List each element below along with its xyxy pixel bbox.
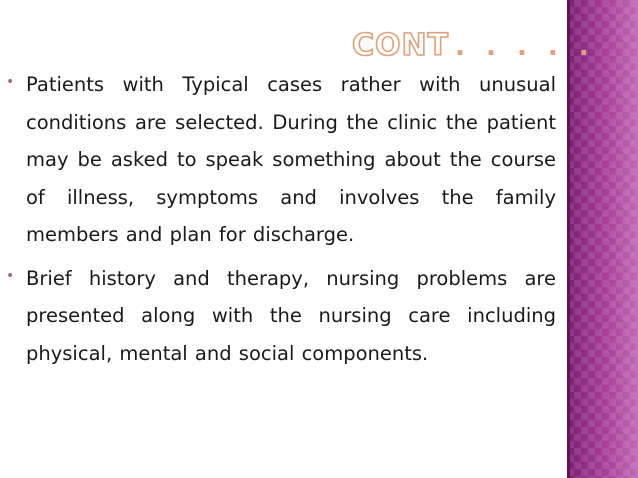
slide-title-text: CONT xyxy=(352,28,450,63)
bullet-icon: • xyxy=(6,74,15,90)
bullet-item xyxy=(0,260,556,373)
decorative-side-band xyxy=(567,0,638,478)
side-band-edge xyxy=(567,0,570,478)
bullet-text: Brief history and therapy, nursing problems are presented along with the nursing care including physical, mental and social components. xyxy=(26,266,556,365)
bullet-list xyxy=(0,66,556,378)
bullet-item xyxy=(0,66,556,254)
bullet-text: Patients with Typical cases rather with unusual conditions are selected. During the clinic the patient may be asked to speak something about the course of illness, symptoms and involves the family members and plan for discharge. xyxy=(26,73,556,246)
slide-title-dots: . . . . . xyxy=(455,32,595,62)
bullet-icon: • xyxy=(6,267,15,284)
slide-title xyxy=(352,28,595,65)
